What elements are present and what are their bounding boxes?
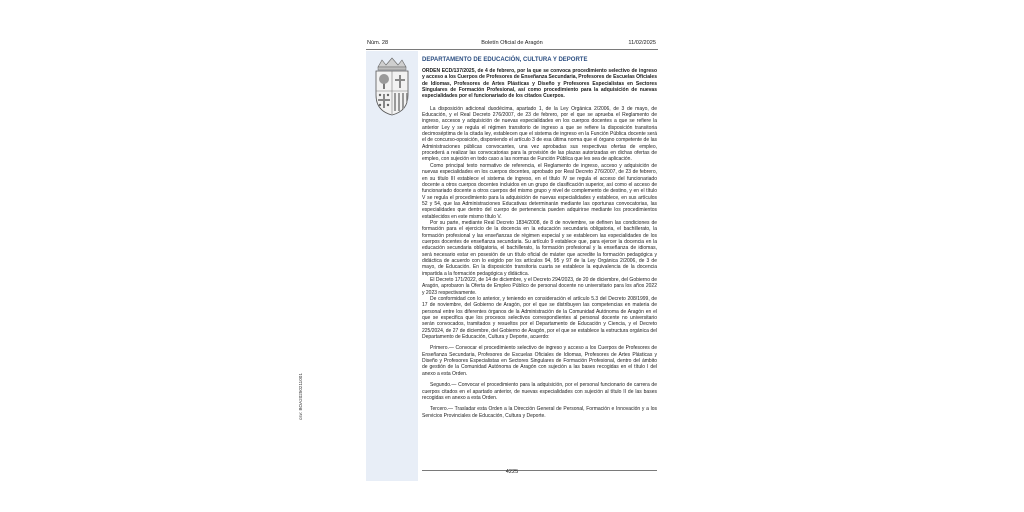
order-content — [422, 56, 657, 476]
page-number: 4225 — [505, 469, 519, 475]
bulletin-page — [366, 34, 658, 482]
page-header — [366, 39, 658, 49]
aragon-coat-of-arms-icon — [370, 57, 414, 117]
header-divider — [366, 49, 658, 50]
article-primero: Primero.— Convocar el procedimiento selectivo de ingreso y acceso a los Cuerpos de Profesores de Enseñanza Secundaria, Profesores de Escuelas Oficiales de Idiomas, Profesores de Artes Plásticas y Diseño y Profesores Especialistas en Sectores Singulares de Formación Profesional, dentro del ámbito de gestión de la Comunidad Autónoma de Aragón con sujeción a las bases recogidas en el título I del anexo a esta Orden. — [422, 345, 657, 377]
issue-date: 11/02/2025 — [628, 40, 656, 46]
paragraph-5: De conformidad con lo anterior, y teniendo en consideración el artículo 5.3 del Decreto 208/1999, de 17 de noviembre, del Gobierno de Aragón, por el que se distribuyen las competencias en materia de personal entre los diferentes órganos de la Administración de la Comunidad Autónoma de Aragón en el que se especifica que los procesos selectivos correspondientes al personal docente no universitario serán convocados, tramitados y resueltos por el Departamento de Educación y Ciencia, y el Decreto 225/2024, de 27 de diciembre, del Gobierno de Aragón, por el que se establece la estructura orgánica del Departamento de Educación, Cultura y Deporte, acuerdo: — [422, 296, 657, 341]
article-tercero: Tercero.— Trasladar esta Orden a la Dirección General de Personal, Formación e Innovación y a los Servicios Provinciales de Educación, Cultura y Deporte. — [422, 406, 657, 419]
department-heading: DEPARTAMENTO DE EDUCACIÓN, CULTURA Y DEPORTE — [422, 57, 588, 63]
issue-number: Núm. 28 — [367, 40, 389, 46]
paragraph-1: La disposición adicional duodécima, apartado 1, de la Ley Orgánica 2/2006, de 3 de mayo, de Educación, y el Real Decreto 276/2007, de 23 de febrero, por el que se aprueba el Reglamento de ingreso, accesos y adquisición de nuevas especialidades en los cuerpos docentes a que se refiere la anterior Ley y se regula el régimen transitorio de ingreso a que se refiere la disposición transitoria decimoséptima de la citada ley, establecen que el sistema de ingreso en la Función Pública docente será el de concurso-oposición, disponiendo el artículo 3 de esa última norma que el órgano competente de las Administraciones públicas convocantes, una vez aprobadas sus respectivas ofertas de empleo, procederá a realizar las convocatorias para la provisión de las plazas autorizadas en dichas ofertas de empleo, con sujeción en todo caso a las normas de Función Pública que les sea de aplicación. — [422, 105, 657, 163]
article-segundo: Segundo.— Convocar el procedimiento para la adquisición, por el personal funcionario de carrera de cuerpos citados en el apartado anterior, de nuevas especialidades con sujeción al título II de las bases recogidas en anexo a esta Orden. — [422, 382, 657, 401]
bulletin-title: Boletín Oficial de Aragón — [481, 40, 543, 46]
paragraph-4: El Decreto 171/2022, de 14 de diciembre, y el Decreto 294/2023, de 20 de diciembre, del Gobierno de Aragón, aprobaron la Oferta de Empleo Público de personal docente no universitario para los años 2022 y 2023 respectivamente. — [422, 277, 657, 296]
cve-code: csv: BOA20250211001 — [298, 373, 303, 420]
order-title: ORDEN ECD/137/2025, de 4 de febrero, por la que se convoca procedimiento selectivo de ingreso y acceso a los Cuerpos de Profesores de Enseñanza Secundaria, Profesores de Escuelas Oficiales de Idiomas, Profesores de Artes Plásticas y Diseño y Profesores Especialistas en Sectores Singulares de Formación Profesional, así como procedimiento para la adquisición de nuevas especialidades por el funcionariado de los citados Cuerpos. — [422, 68, 657, 100]
crest-sidebar — [366, 51, 418, 481]
paragraph-3: Por su parte, mediante Real Decreto 1834/2008, de 8 de noviembre, se definen las condiciones de formación para el ejercicio de la docencia en la educación secundaria obligatoria, el bachillerato, la formación profesional y las enseñanzas de régimen especial y se establecen las especialidades de los cuerpos docentes de enseñanza secundaria. Su artículo 9 establece que, para ejercer la docencia en la educación secundaria obligatoria, el bachillerato, la formación profesional y la enseñanza de idiomas, será necesario estar en posesión de un título oficial de máster que acredite la formación pedagógica y didáctica de acuerdo con lo exigido por los artículos 94, 95 y 97 de la Ley Orgánica 2/2006, de 3 de mayo, de Educación. En la disposición transitoria cuarta se establece la equivalencia de la docencia impartida a la formación pedagógica y didáctica. — [422, 219, 657, 277]
paragraph-2: Como principal texto normativo de referencia, el Reglamento de ingreso, acceso y adquisición de nuevas especialidades en los cuerpos docentes, aprobado por Real Decreto 276/2007, de 23 de febrero, en su título III establece el sistema de ingreso, en el título IV se regula el acceso del funcionariado docente a otros cuerpos docentes incluidos en un grupo de clasificación superior, así como el acceso de funcionariado docente a otros cuerpos del mismo grupo y nivel de complemento de destino, y en el título V se regula el procedimiento para la adquisición de nuevas especialidades y establece, en sus artículos 52 y 54, que las Administraciones Educativas determinarán mediante las oportunas convocatorias, las especialidades que dentro del cuerpo de pertenencia pueden adquirirse mediante los procedimientos establecidos en este mismo título V. — [422, 162, 657, 220]
